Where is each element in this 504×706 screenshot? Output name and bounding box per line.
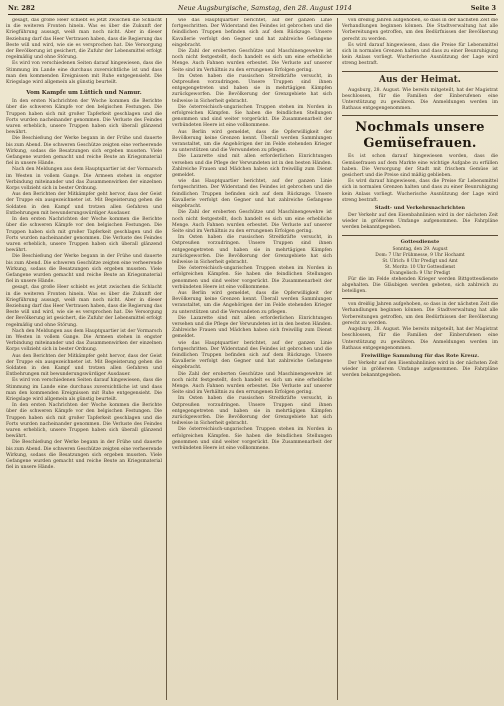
paragraph: Die Lazarette sind mit allen erforderlichen Einrichtungen versehen und die Pflege der Verwundeten ist in den besten Händen. Zahlreiche Frauen und Mädchen haben sich freiwillig zum Dienst gemeldet.: [172, 315, 332, 340]
paragraph: Es ist schon darauf hingewiesen worden, dass die Gemüsefrauen auf dem Markte eine wichtige Aufgabe zu erfüllen haben. Die Versorgung der Stadt mit frischem Gemüse ist gesichert und die Preise sind mäßig geblieben.: [342, 154, 498, 179]
divider: [342, 115, 498, 116]
list-item: St. Ulrich: 8 Uhr Predigt und Amt: [382, 258, 458, 264]
section-heading: Aus der Heimat.: [379, 74, 461, 85]
paragraph: In den ersten Nachrichten der Woche kommen die Berichte über die schweren Kämpfe vor den belgischen Festungen. Die Truppen haben sich mit großer Tapferkeit geschlagen und die Forts wurden nacheinander genommen. Die Verluste des Feindes waren erheblich, unsere Truppen haben sich überall glänzend bewährt.: [6, 403, 162, 440]
list-item: Sonntag, den 29. August: [392, 246, 448, 252]
column-3: [342, 18, 498, 700]
paragraph: Aus Berlin wird gemeldet, dass die Opferwilligkeit der Bevölkerung keine Grenzen kennt. Überall werden Sammlungen veranstaltet, um die Angehörigen der im Felde stehenden Krieger zu unterstützen und die Verwundeten zu pflegen.: [172, 129, 332, 154]
list-item: St. Moritz: 10 Uhr Gottesdienst: [384, 264, 456, 270]
paragraph: In den ersten Nachrichten der Woche kommen die Berichte über die schweren Kämpfe vor den belgischen Festungen. Die Truppen haben sich mit großer Tapferkeit geschlagen und die Forts wurden nacheinander genommen. Die Verluste des Feindes waren erheblich, unsere Truppen haben sich überall glänzend bewährt.: [6, 217, 162, 254]
paragraph: Die Beschießung der Werke begann in der Frühe und dauerte bis zum Abend. Die schweren Geschütze zeigten eine verheerende Wirkung, sodass die Besatzungen sich ergeben mussten. Viele Gefangene wurden gemacht und reiche Beute an Kriegsmaterial fiel in unsere Hände.: [6, 254, 162, 285]
paragraph: gesagt, das große Heer schiebt es jetzt zwischen die Schlacht in die weiteren Fronten hinein. Was es über die Zukunft der Kriegführung aussagt, weiß man noch nicht. Aber in dieser Beziehung darf das Heer Vertrauen haben, dass die Regierung das Beste will und wird, wie sie es versprochen hat. Die Versorgung der Bevölkerung ist gesichert, die Zufuhr der Lebensmittel erfolgt regelmäßig und ohne Störung.: [6, 285, 162, 328]
page-header: [8, 3, 496, 15]
list-item: Dom: 7 Uhr Frühmesse, 9 Uhr Hochamt: [375, 252, 465, 258]
paragraph: wie das Hauptquartier berichtet, auf der ganzen Linie fortgeschritten. Der Widerstand des Feindes ist gebrochen und die feindlichen Truppen befinden sich auf dem Rückzuge. Unsere Kavallerie verfolgt den Gegner und hat zahlreiche Gefangene eingebracht.: [172, 179, 332, 210]
section-heading: Vom Kampfe um Lüttich und Namur.: [26, 90, 142, 97]
paragraph: gesagt, das große Heer schiebt es jetzt zwischen die Schlacht in die weiteren Fronten hinein. Was es über die Zukunft der Kriegführung aussagt, weiß man noch nicht. Aber in dieser Beziehung darf das Heer Vertrauen haben, dass die Regierung das Beste will und wird, wie sie es versprochen hat. Die Versorgung der Bevölkerung ist gesichert, die Zufuhr der Lebensmittel erfolgt regelmäßig und ohne Störung.: [6, 18, 162, 61]
paragraph: Nach den Meldungen aus dem Hauptquartier ist der Vormarsch im Westen in vollem Gange. Die Armeen stehen in engster Verbindung miteinander und das Zusammenwirken der einzelnen Korps vollzieht sich in bester Ordnung.: [6, 167, 162, 192]
paragraph: von dreißig Jahren aufgehoben, so dass in der nächsten Zeit die Verhandlungen beginnen können. Die Stadtverwaltung hat alle Vorbereitungen getroffen, um den Bedürfnissen der Bevölkerung gerecht zu werden.: [342, 18, 498, 42]
paragraph: Die österreichisch-ungarischen Truppen stehen im Norden in erfolgreichen Kämpfen. Sie haben die feindlichen Stellungen genommen und sind weiter vorgerückt. Die Zusammenarbeit der verbündeten Heere ist eine vollkommene.: [172, 427, 332, 452]
paragraph: In den ersten Nachrichten der Woche kommen die Berichte über die schweren Kämpfe vor den belgischen Festungen. Die Truppen haben sich mit großer Tapferkeit geschlagen und die Forts wurden nacheinander genommen. Die Verluste des Feindes waren erheblich, unsere Truppen haben sich überall glänzend bewährt.: [6, 99, 162, 136]
paragraph: Es wird von verschiedenen Seiten darauf hingewiesen, dass die Stimmung im Lande eine durchaus zuversichtliche ist und dass man den kommenden Ereignissen mit Ruhe entgegensieht. Die Kriegslage wird allgemein als günstig beurteilt.: [6, 61, 162, 86]
paragraph: Aus Berlin wird gemeldet, dass die Opferwilligkeit der Bevölkerung keine Grenzen kennt. Überall werden Sammlungen veranstaltet, um die Angehörigen der im Felde stehenden Krieger zu unterstützen und die Verwundeten zu pflegen.: [172, 290, 332, 315]
paragraph: Die Zahl der eroberten Geschütze und Maschinengewehre ist noch nicht festgestellt, doch handelt es sich um eine erhebliche Menge. Auch Fahnen wurden erbeutet. Die Verluste auf unserer Seite sind im Verhältnis zu den errungenen Erfolgen gering.: [172, 210, 332, 234]
column-divider: [337, 18, 338, 700]
service-list: [342, 247, 498, 277]
issue-number: Nr. 282: [8, 4, 35, 12]
page-number: Seite 3: [470, 4, 496, 12]
paragraph: von dreißig Jahren aufgehoben, so dass in der nächsten Zeit die Verhandlungen beginnen können. Die Stadtverwaltung hat alle Vorbereitungen getroffen, um den Bedürfnissen der Bevölkerung gerecht zu werden.: [342, 302, 498, 326]
paragraph: Die österreichisch-ungarischen Truppen stehen im Norden in erfolgreichen Kämpfen. Sie haben die feindlichen Stellungen genommen und sind weiter vorgerückt. Die Zusammenarbeit der verbündeten Heere ist eine vollkommene.: [172, 104, 332, 129]
subsection-heading: Gottesdienste: [400, 238, 440, 245]
footer-note: Freiwillige Sammlung für das Rote Kreuz.: [361, 352, 479, 359]
divider: [342, 71, 498, 72]
feature-headline: Nochmals unsere Gemüsefrauen.: [355, 120, 485, 152]
divider: [342, 235, 498, 236]
paragraph: Nach den Meldungen aus dem Hauptquartier ist der Vormarsch im Westen in vollem Gange. Die Armeen stehen in engster Verbindung miteinander und das Zusammenwirken der einzelnen Korps vollzieht sich in bester Ordnung.: [6, 328, 162, 353]
paragraph: Aus den Berichten der Mitkämpfer geht hervor, dass der Geist der Truppe ein ausgezeichneter ist. Mit Begeisterung gehen die Soldaten in den Kampf und trotzen allen Gefahren und Entbehrungen mit bewunderungswürdiger Ausdauer.: [6, 192, 162, 216]
paragraph: Im Osten haben die russischen Streitkräfte versucht, in Ostpreußen vorzudringen. Unsere Truppen sind ihnen entgegengetreten und haben sie in mehrtägigen Kämpfen zurückgeworfen. Die Bevölkerung der Grenzgebiete hat sich teilweise in Sicherheit gebracht.: [172, 73, 332, 104]
paragraph: Für die im Felde stehenden Krieger werden Bittgottesdienste abgehalten. Die Gläubigen werden gebeten, sich zahlreich zu beteiligen.: [342, 276, 498, 295]
paragraph: wie das Hauptquartier berichtet, auf der ganzen Linie fortgeschritten. Der Widerstand des Feindes ist gebrochen und die feindlichen Truppen befinden sich auf dem Rückzuge. Unsere Kavallerie verfolgt den Gegner und hat zahlreiche Gefangene eingebracht.: [172, 18, 332, 48]
paragraph: Die Beschießung der Werke begann in der Frühe und dauerte bis zum Abend. Die schweren Geschütze zeigten eine verheerende Wirkung, sodass die Besatzungen sich ergeben mussten. Viele Gefangene wurden gemacht und reiche Beute an Kriegsmaterial fiel in unsere Hände.: [6, 136, 162, 167]
subsection-heading: Stadt- und Verkehrsnachrichten: [374, 205, 466, 212]
paragraph: Der Verkehr auf den Eisenbahnlinien wird in der nächsten Zeit wieder in größerem Umfange aufgenommen. Die Fahrpläne werden bekanntgegeben.: [342, 360, 498, 379]
column-divider: [166, 18, 167, 700]
paragraph: Im Osten haben die russischen Streitkräfte versucht, in Ostpreußen vorzudringen. Unsere Truppen sind ihnen entgegengetreten und haben sie in mehrtägigen Kämpfen zurückgeworfen. Die Bevölkerung der Grenzgebiete hat sich teilweise in Sicherheit gebracht.: [172, 235, 332, 265]
paragraph: wie das Hauptquartier berichtet, auf der ganzen Linie fortgeschritten. Der Widerstand des Feindes ist gebrochen und die feindlichen Truppen befinden sich auf dem Rückzuge. Unsere Kavallerie verfolgt den Gegner und hat zahlreiche Gefangene eingebracht.: [172, 340, 332, 371]
paragraph: Die österreichisch-ungarischen Truppen stehen im Norden in erfolgreichen Kämpfen. Sie haben die feindlichen Stellungen genommen und sind weiter vorgerückt. Die Zusammenarbeit der verbündeten Heere ist eine vollkommene.: [172, 266, 332, 290]
list-item: Evangelisch: 9 Uhr Predigt: [389, 270, 451, 276]
paragraph: Die Zahl der eroberten Geschütze und Maschinengewehre ist noch nicht festgestellt, doch handelt es sich um eine erhebliche Menge. Auch Fahnen wurden erbeutet. Die Verluste auf unserer Seite sind im Verhältnis zu den errungenen Erfolgen gering.: [172, 49, 332, 73]
paragraph: Augsburg, 28. August. Wie bereits mitgeteilt, hat der Magistrat beschlossen, für die Familien der Einberufenen eine Unterstützung zu gewähren. Die Anmeldungen werden im Rathaus entgegengenommen.: [342, 327, 498, 351]
paragraph: Es wird von verschiedenen Seiten darauf hingewiesen, dass die Stimmung im Lande eine durchaus zuversichtliche ist und dass man den kommenden Ereignissen mit Ruhe entgegensieht. Die Kriegslage wird allgemein als günstig beurteilt.: [6, 378, 162, 402]
paragraph: Die Zahl der eroberten Geschütze und Maschinengewehre ist noch nicht festgestellt, doch handelt es sich um eine erhebliche Menge. Auch Fahnen wurden erbeutet. Die Verluste auf unserer Seite sind im Verhältnis zu den errungenen Erfolgen gering.: [172, 371, 332, 396]
divider: [342, 298, 498, 299]
paragraph: Augsburg, 28. August. Wie bereits mitgeteilt, hat der Magistrat beschlossen, für die Familien der Einberufenen eine Unterstützung zu gewähren. Die Anmeldungen werden im Rathaus entgegengenommen.: [342, 87, 498, 112]
paragraph: Es wird darauf hingewiesen, dass die Preise für Lebensmittel sich in normalen Grenzen halten und dass zu einer Beunruhigung kein Anlass vorliegt. Wucherische Ausnützung der Lage wird streng bestraft.: [342, 179, 498, 203]
column-1: [6, 18, 162, 700]
paragraph: Die Lazarette sind mit allen erforderlichen Einrichtungen versehen und die Pflege der Verwundeten ist in den besten Händen. Zahlreiche Frauen und Mädchen haben sich freiwillig zum Dienst gemeldet.: [172, 154, 332, 179]
paragraph: Es wird darauf hingewiesen, dass die Preise für Lebensmittel sich in normalen Grenzen halten und dass zu einer Beunruhigung kein Anlass vorliegt. Wucherische Ausnützung der Lage wird streng bestraft.: [342, 42, 498, 67]
paragraph: Der Verkehr auf den Eisenbahnlinien wird in der nächsten Zeit wieder in größerem Umfange aufgenommen. Die Fahrpläne werden bekanntgegeben.: [342, 213, 498, 231]
column-2: [172, 18, 332, 700]
paragraph: Die Beschießung der Werke begann in der Frühe und dauerte bis zum Abend. Die schweren Geschütze zeigten eine verheerende Wirkung, sodass die Besatzungen sich ergeben mussten. Viele Gefangene wurden gemacht und reiche Beute an Kriegsmaterial fiel in unsere Hände.: [6, 440, 162, 471]
paragraph: Aus den Berichten der Mitkämpfer geht hervor, dass der Geist der Truppe ein ausgezeichneter ist. Mit Begeisterung gehen die Soldaten in den Kampf und trotzen allen Gefahren und Entbehrungen mit bewunderungswürdiger Ausdauer.: [6, 353, 162, 378]
paragraph: Im Osten haben die russischen Streitkräfte versucht, in Ostpreußen vorzudringen. Unsere Truppen sind ihnen entgegengetreten und haben sie in mehrtägigen Kämpfen zurückgeworfen. Die Bevölkerung der Grenzgebiete hat sich teilweise in Sicherheit gebracht.: [172, 396, 332, 427]
masthead-line: Neue Augsburgische, Samstag, den 28. August 1914: [178, 4, 352, 12]
